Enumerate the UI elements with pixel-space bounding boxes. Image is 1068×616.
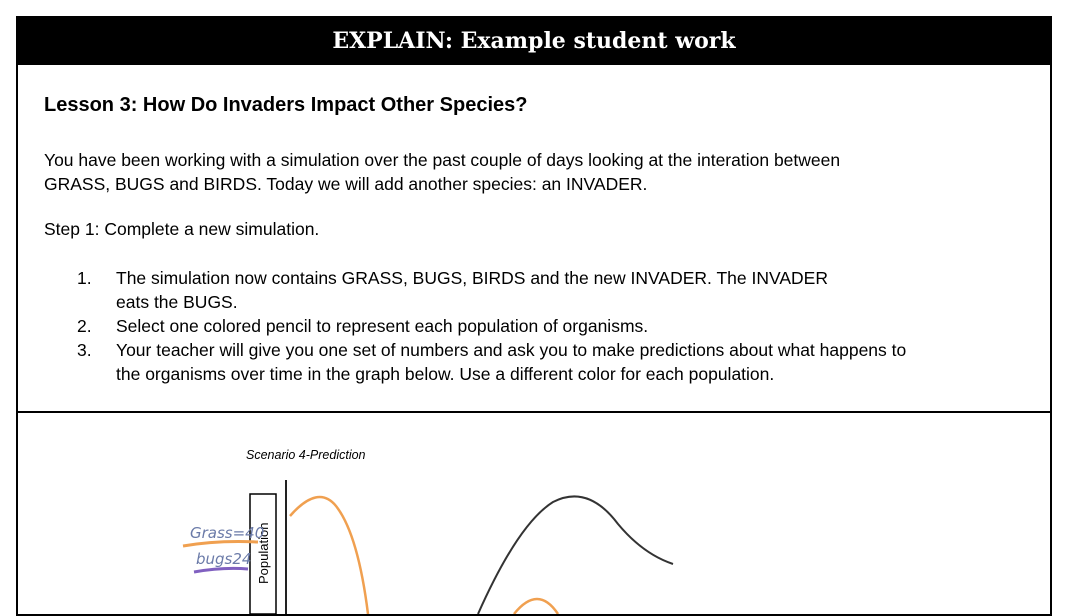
student-graph bbox=[18, 414, 1054, 614]
step-item bbox=[44, 266, 1034, 314]
purple-underline bbox=[194, 568, 248, 572]
step-item bbox=[44, 314, 1034, 338]
banner bbox=[18, 18, 1050, 65]
scenario-label: Scenario 4-Prediction bbox=[246, 448, 366, 462]
step-text-continued: eats the BUGS. bbox=[116, 292, 238, 312]
section-divider bbox=[18, 411, 1050, 413]
step-heading: Step 1: Complete a new simulation. bbox=[44, 219, 320, 239]
graph-sketch bbox=[18, 414, 1054, 614]
handwritten-grass: Grass=40 bbox=[190, 524, 265, 542]
intro-paragraph bbox=[44, 148, 1004, 196]
intro-line-2: GRASS, BUGS and BIRDS. Today we will add another species: an INVADER. bbox=[44, 174, 648, 194]
banner-title: EXPLAIN: Example student work bbox=[332, 28, 736, 54]
step-number: 1. bbox=[77, 268, 92, 288]
worksheet-frame bbox=[16, 16, 1052, 616]
bird-curve bbox=[478, 496, 673, 614]
step-text: Your teacher will give you one set of numbers and ask you to make predictions about what happens to bbox=[116, 340, 907, 360]
step-item bbox=[44, 338, 1034, 386]
lesson-title: Lesson 3: How Do Invaders Impact Other Species? bbox=[44, 94, 528, 116]
orange-underline bbox=[183, 542, 258, 547]
step-number: 3. bbox=[77, 340, 92, 360]
step-text: Select one colored pencil to represent each population of organisms. bbox=[116, 316, 649, 336]
step-number: 2. bbox=[77, 316, 92, 336]
grass-curve-second bbox=[514, 599, 558, 614]
step-text: The simulation now contains GRASS, BUGS, BIRDS and the new INVADER. The INVADER bbox=[116, 268, 828, 288]
handwritten-bugs: bugs24 bbox=[196, 550, 252, 568]
step-text-continued: the organisms over time in the graph below. Use a different color for each population. bbox=[116, 364, 775, 384]
grass-curve bbox=[290, 497, 368, 614]
intro-line-1: You have been working with a simulation over the past couple of days looking at the interation between bbox=[44, 150, 841, 170]
steps-list bbox=[44, 266, 1034, 386]
y-axis-label: Population bbox=[256, 522, 271, 584]
